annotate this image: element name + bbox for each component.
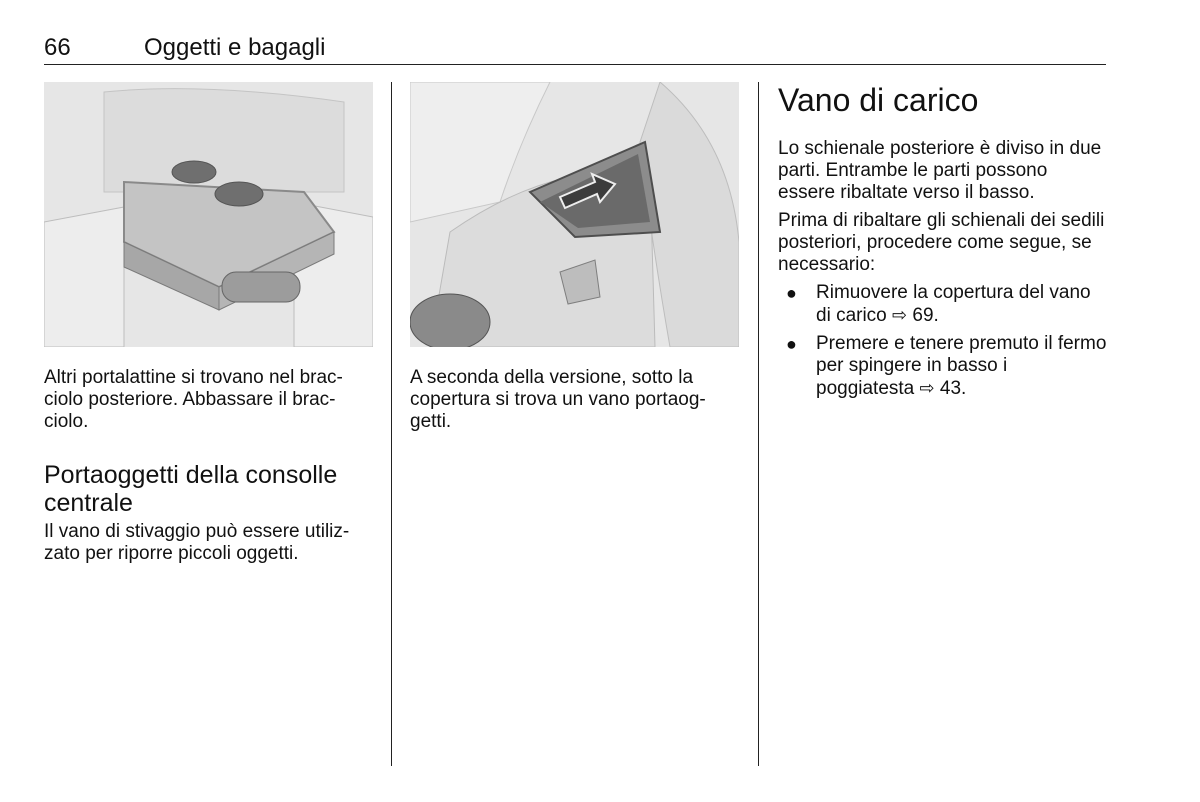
page-reference[interactable]: 69. xyxy=(912,305,939,326)
left-caption: Altri portalattine si trovano nel bracciolo posteriore. Abbassare il bracciolo. xyxy=(44,367,343,432)
header-rule xyxy=(44,64,1106,65)
list-item xyxy=(778,333,1108,400)
middle-column xyxy=(410,82,739,433)
column-divider-1 xyxy=(391,82,392,766)
cargo-steps-list xyxy=(778,282,1108,400)
middle-caption: A seconda della versione, sotto la copertura si trova un vano portaoggetti. xyxy=(410,367,706,432)
cargo-area-heading: Vano di carico xyxy=(778,82,979,118)
list-item xyxy=(778,282,1108,327)
page-reference-arrow-icon: ⇨ xyxy=(919,378,935,398)
cargo-para-2: Prima di ribaltare gli schienali dei sedili posteriori, procedere come segue, se necessario: xyxy=(778,210,1105,275)
right-column xyxy=(778,82,1108,406)
bullet-icon: ● xyxy=(786,334,797,354)
column-divider-2 xyxy=(758,82,759,766)
page-reference-arrow-icon: ⇨ xyxy=(892,305,908,325)
console-storage-heading: Portaoggetti della consolle centrale xyxy=(44,461,338,517)
list-item-text: Premere e tenere premuto il fermo per spingere in basso i poggiatesta xyxy=(816,333,1107,399)
page-reference[interactable]: 43. xyxy=(939,378,967,399)
page-number: 66 xyxy=(44,34,71,61)
section-title: Oggetti e bagagli xyxy=(144,34,326,61)
bullet-icon: ● xyxy=(786,283,797,303)
armrest-cupholder-illustration xyxy=(44,82,373,347)
left-column xyxy=(44,82,373,565)
list-item-text: Rimuovere la copertura del vano di carico xyxy=(816,282,1091,326)
cargo-para-1: Lo schienale posteriore è diviso in due parti. Entrambe le parti possono essere ribaltate verso il basso. xyxy=(778,138,1102,203)
console-storage-illustration xyxy=(410,82,739,347)
console-storage-body: Il vano di stivaggio può essere utilizzato per riporre piccoli oggetti. xyxy=(44,521,350,564)
